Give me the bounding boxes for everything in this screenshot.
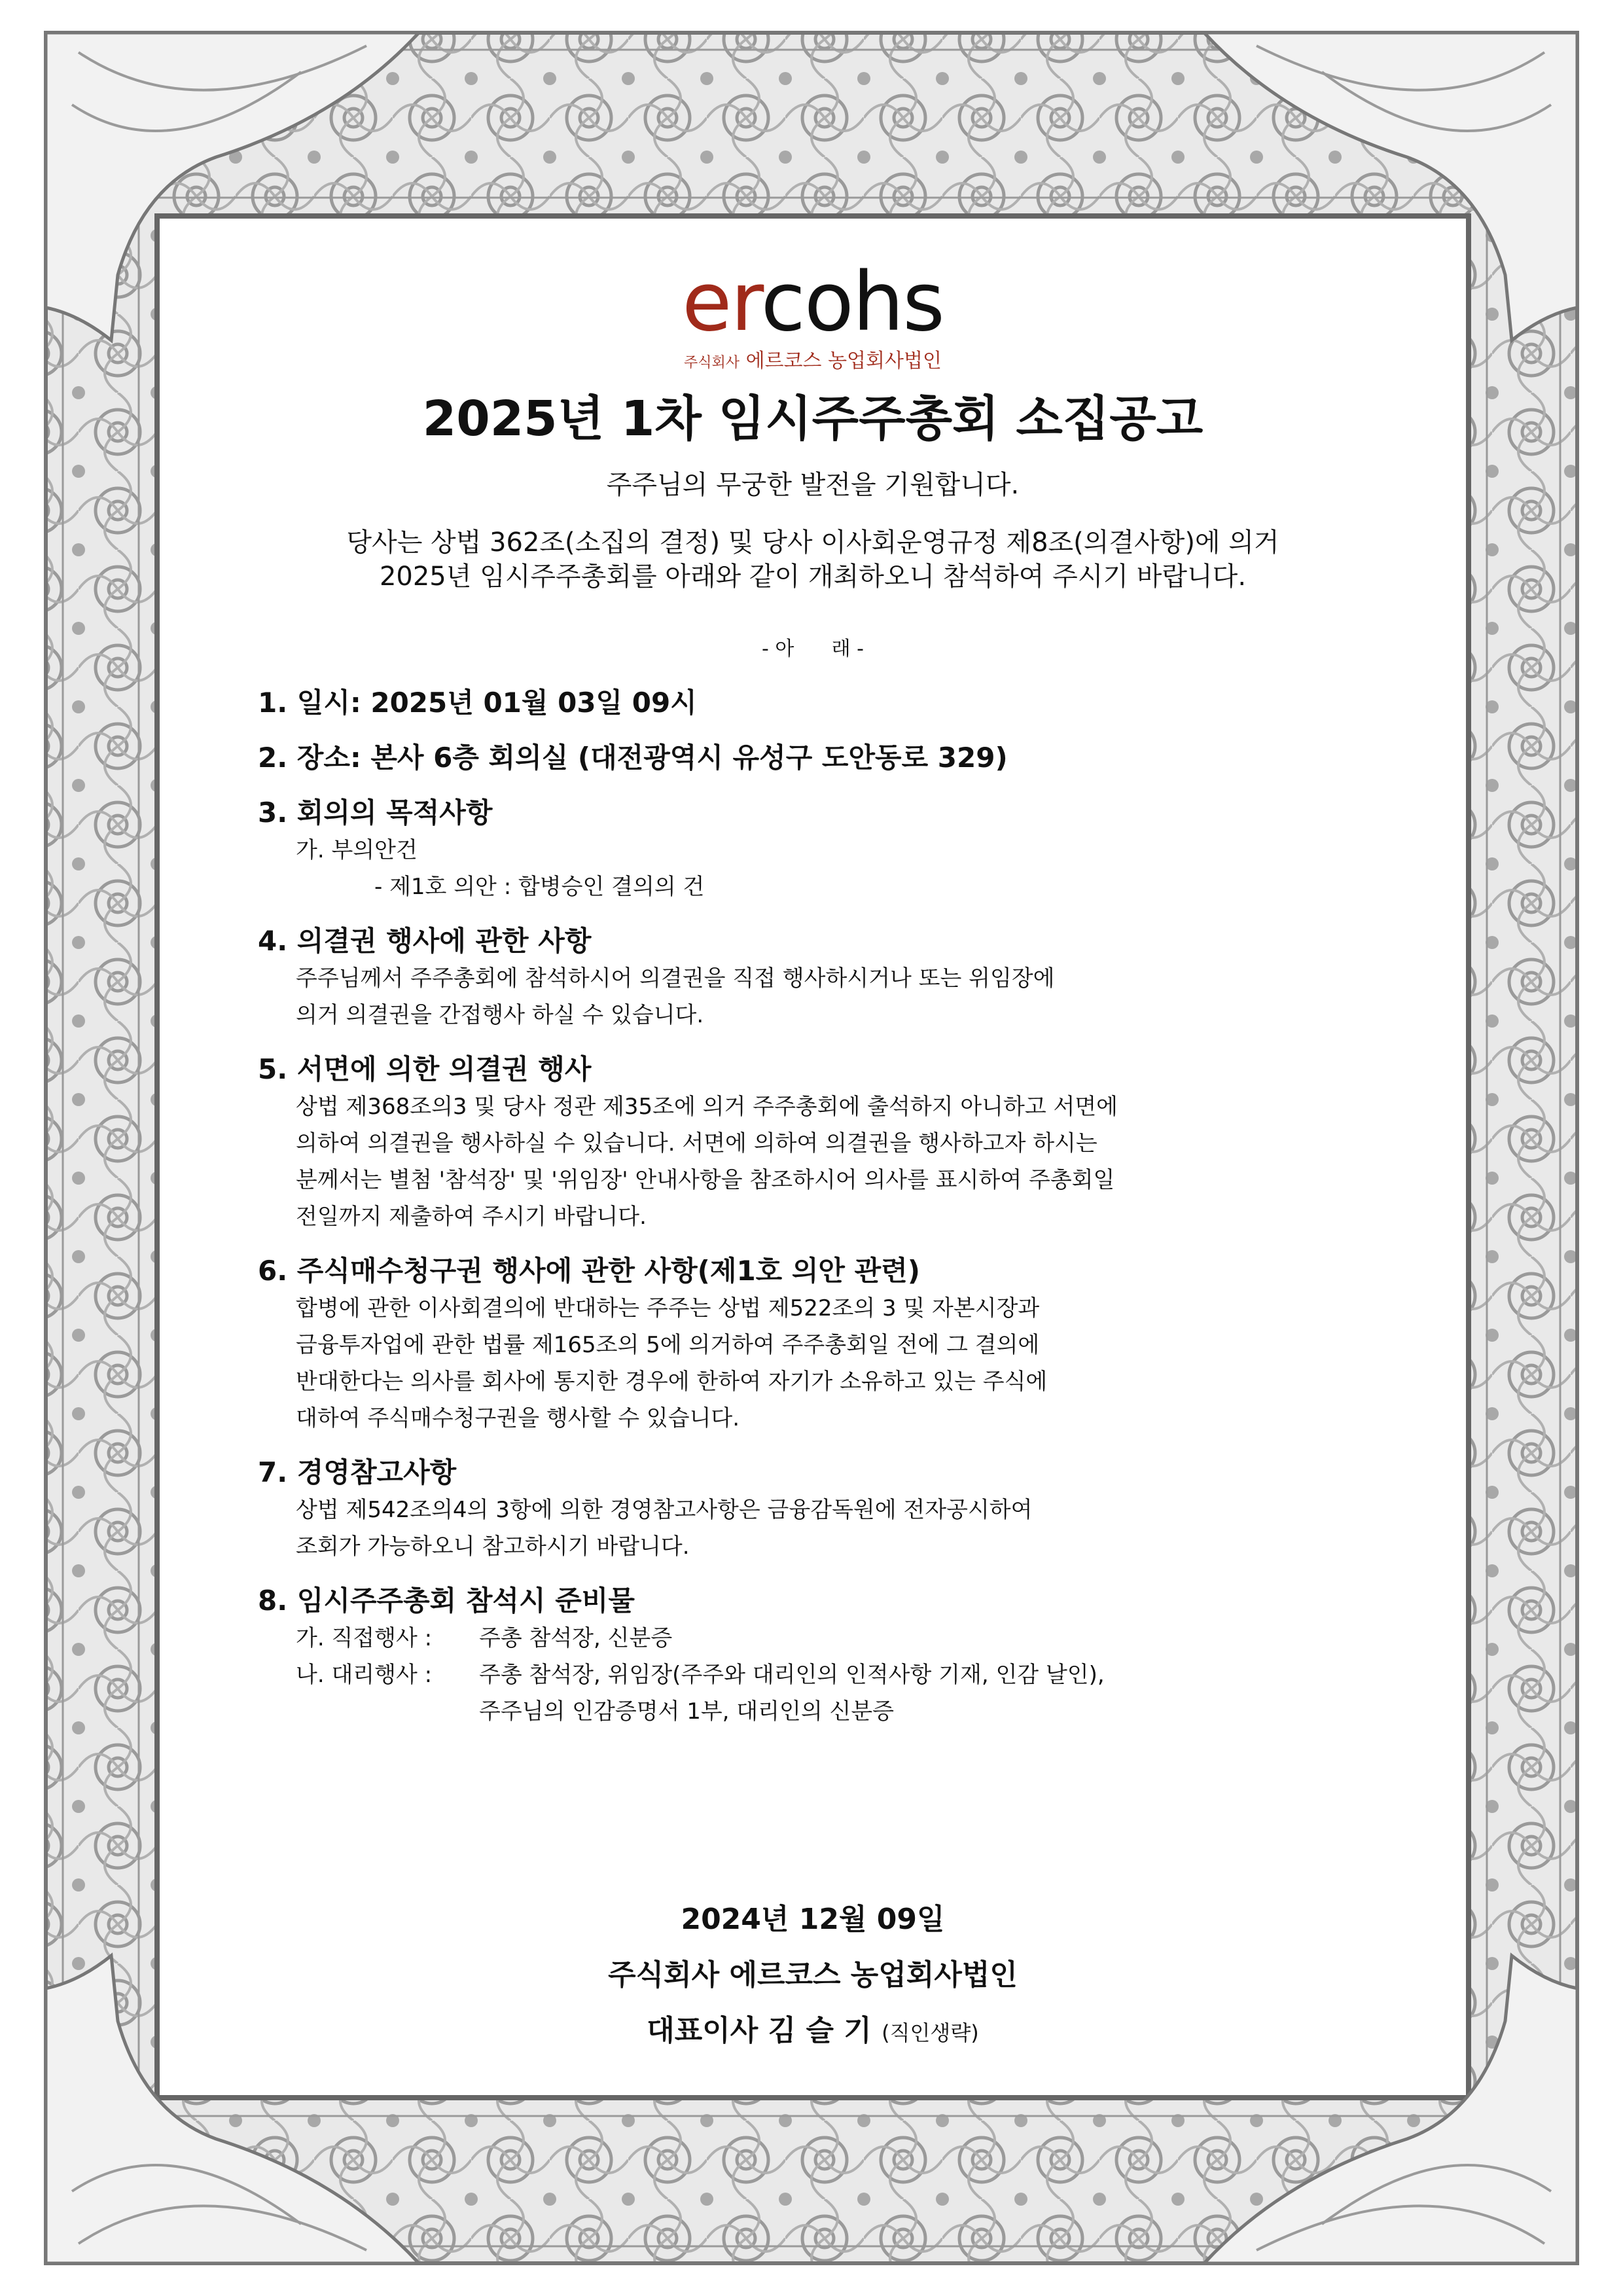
direct-exercise-item bbox=[296, 1620, 1364, 1657]
agenda-subitem: - 제1호 의안 : 합병승인 결의의 건 bbox=[374, 874, 705, 900]
agenda-sections bbox=[258, 684, 1364, 1747]
proxy-exercise-item bbox=[296, 1657, 1364, 1693]
section-text-line: 의하여 의결권을 행사하실 수 있습니다. 서면에 의하여 의결권을 행사하고자 하시는 bbox=[296, 1130, 1097, 1157]
section-heading: 5. 서면에 의한 의결권 행사 bbox=[258, 1053, 592, 1085]
section-purpose bbox=[258, 794, 1364, 905]
notice-date: 2024년 12월 09일 bbox=[681, 1903, 945, 1936]
intro-text bbox=[162, 526, 1463, 594]
section-text-line: 반대한다는 의사를 회사에 통지한 경우에 한하여 자기가 소유하고 있는 주식에 bbox=[296, 1369, 1048, 1395]
section-text-line: 금융투자업에 관한 법률 제165조의 5에 의거하여 주주총회일 전에 그 결의에 bbox=[296, 1332, 1040, 1358]
company-name: 주식회사 에르코스 농업회사법인 bbox=[608, 1958, 1018, 1992]
ceo-signature bbox=[162, 2013, 1463, 2051]
section-text-line: 상법 제542조의4의 3항에 의한 경영참고사항은 금융감독원에 전자공시하여 bbox=[296, 1497, 1033, 1523]
agenda-item: 가. 부의안건 bbox=[296, 837, 418, 863]
section-text-line: 합병에 관한 이사회결의에 반대하는 주주는 상법 제522조의 3 및 자본시장과 bbox=[296, 1295, 1040, 1321]
logo-sub-prefix: 주식회사 bbox=[684, 355, 740, 371]
item-label: 나. 대리행사 : bbox=[296, 1662, 433, 1688]
section-heading: 8. 임시주주총회 참석시 준비물 bbox=[258, 1585, 635, 1617]
section-heading: 4. 의결권 행사에 관한 사항 bbox=[258, 925, 592, 957]
greeting: 주주님의 무궁한 발전을 기원합니다. bbox=[606, 470, 1020, 500]
notice-panel bbox=[162, 223, 1463, 2093]
section-heading: 1. 일시: 2025년 01월 03일 09시 bbox=[258, 687, 697, 719]
item-text: 주총 참석장, 위임장(주주와 대리인의 인적사항 기재, 인감 날인), bbox=[479, 1662, 1105, 1688]
section-required-items bbox=[258, 1582, 1364, 1730]
section-text-line: 전일까지 제출하여 주시기 바랍니다. bbox=[296, 1204, 647, 1230]
notice-title: 2025년 1차 임시주주총회 소집공고 bbox=[422, 391, 1204, 447]
section-text-line: 대하여 주식매수청구권을 행사할 수 있습니다. bbox=[296, 1405, 740, 1431]
intro-line: 당사는 상법 362조(소집의 결정) 및 당사 이사회운영규정 제8조(의결사항)에 의거 bbox=[346, 528, 1279, 558]
item-text: 주총 참석장, 신분증 bbox=[479, 1625, 673, 1651]
section-text-line: 조회가 가능하오니 참고하시기 바랍니다. bbox=[296, 1534, 690, 1560]
item-label: 가. 직접행사 : bbox=[296, 1625, 433, 1651]
proxy-exercise-item-cont: 주주님의 인감증명서 1부, 대리인의 신분증 bbox=[479, 1698, 895, 1725]
section-written-vote bbox=[258, 1050, 1364, 1235]
intro-line: 2025년 임시주주총회를 아래와 같이 개최하오니 참석하여 주시기 바랍니다. bbox=[379, 562, 1247, 592]
section-date bbox=[258, 684, 1364, 722]
section-voting-rights bbox=[258, 922, 1364, 1033]
logo-wordmark: ercohs bbox=[682, 255, 944, 350]
logo-sub-name: 에르코스 농업회사법인 bbox=[745, 350, 942, 372]
section-heading: 7. 경영참고사항 bbox=[258, 1456, 457, 1488]
section-text-line: 상법 제368조의3 및 당사 정관 제35조에 의거 주주총회에 출석하지 아니하고 서면에 bbox=[296, 1094, 1118, 1120]
section-heading: 2. 장소: 본사 6층 회의실 (대전광역시 유성구 도안동로 329) bbox=[258, 742, 1008, 774]
section-heading: 6. 주식매수청구권 행사에 관한 사항(제1호 의안 관련) bbox=[258, 1255, 920, 1287]
section-management-reference bbox=[258, 1454, 1364, 1565]
section-appraisal-right bbox=[258, 1252, 1364, 1437]
section-location bbox=[258, 739, 1364, 777]
section-text-line: 분께서는 별첨 '참석장' 및 '위임장' 안내사항을 참조하시어 의사를 표시하여 주총회일 bbox=[296, 1167, 1115, 1193]
seal-note: (직인생략) bbox=[882, 2020, 979, 2045]
company-logo bbox=[162, 255, 1463, 375]
below-label: - 아 래 - bbox=[762, 637, 864, 660]
section-text-line: 의거 의결권을 간접행사 하실 수 있습니다. bbox=[296, 1002, 704, 1028]
section-heading: 3. 회의의 목적사항 bbox=[258, 797, 493, 829]
logo-subtitle bbox=[162, 350, 1463, 375]
section-text-line: 주주님께서 주주총회에 참석하시어 의결권을 직접 행사하시거나 또는 위임장에 bbox=[296, 965, 1055, 992]
ceo-name: 대표이사 김 슬 기 bbox=[647, 2014, 872, 2047]
